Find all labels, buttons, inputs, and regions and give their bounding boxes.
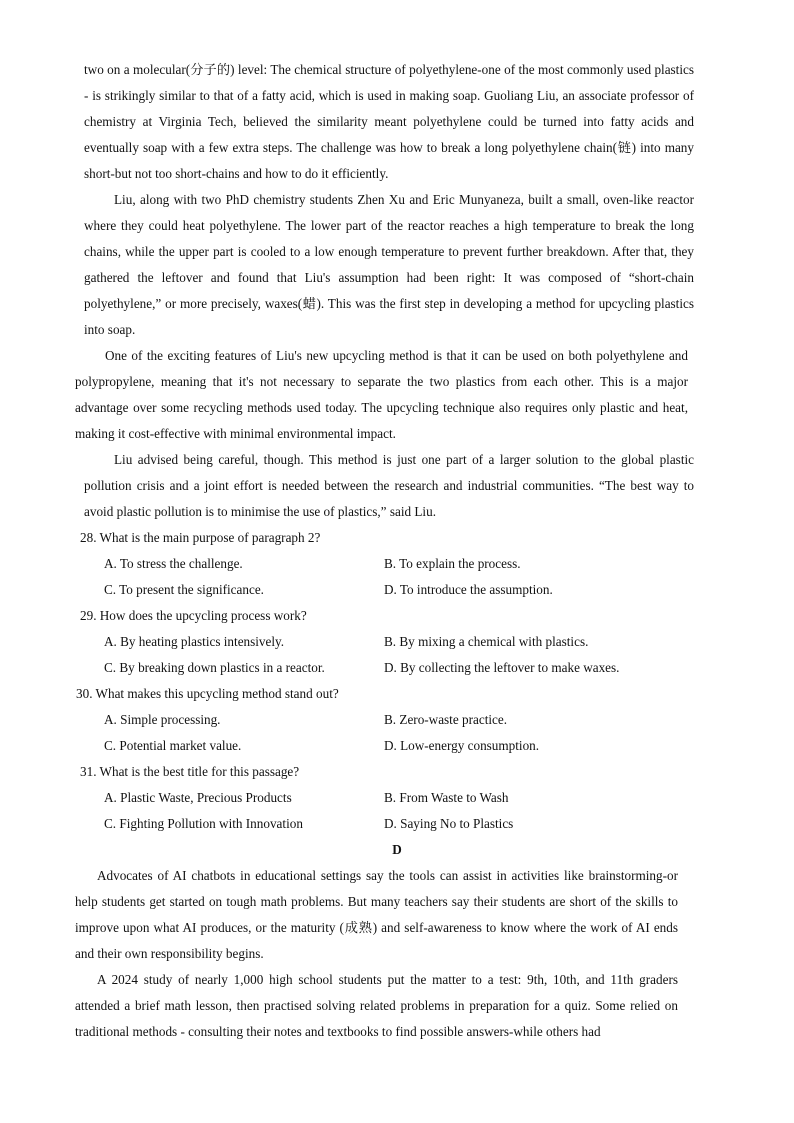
question-28-option-b[interactable]: B. To explain the process. bbox=[384, 556, 521, 571]
question-29-option-a[interactable]: A. By heating plastics intensively. bbox=[104, 634, 285, 649]
section-d-paragraph-2: A 2024 study of nearly 1,000 high school students put the matter to a test: 9th, 10th, and 11th graders attended a brief math lesson, then practised solving related problems in preparation for a quiz. Some relied on traditional methods - consulting their notes and textbooks to find possible answers-while others had bbox=[75, 972, 678, 1039]
question-28-stem: 28. What is the main purpose of paragraph 2? bbox=[80, 530, 321, 545]
passage-c-paragraph-2: Liu, along with two PhD chemistry students Zhen Xu and Eric Munyaneza, built a small, oven-like reactor where they could heat polyethylene. The lower part of the reactor reaches a high temperature to break the long chains, while the upper part is cooled to a low enough temperature to prevent further breakdown. After that, they gathered the leftover and found that Liu's assumption had been right: It was composed of “short-chain polyethylene,” or more precisely, waxes(蜡). This was the first step in developing a method for upcycling plastics into soap. bbox=[84, 192, 694, 337]
question-31-stem: 31. What is the best title for this passage? bbox=[80, 764, 300, 779]
question-28-option-c[interactable]: C. To present the significance. bbox=[104, 582, 264, 597]
question-30-option-c[interactable]: C. Potential market value. bbox=[104, 738, 242, 753]
question-29-stem: 29. How does the upcycling process work? bbox=[80, 608, 307, 623]
question-30-option-a[interactable]: A. Simple processing. bbox=[104, 712, 221, 727]
question-28-option-d[interactable]: D. To introduce the assumption. bbox=[384, 582, 553, 597]
question-30-stem: 30. What makes this upcycling method stand out? bbox=[76, 686, 339, 701]
question-28-option-a[interactable]: A. To stress the challenge. bbox=[104, 556, 243, 571]
question-31-option-d[interactable]: D. Saying No to Plastics bbox=[384, 816, 514, 831]
question-30-option-b[interactable]: B. Zero-waste practice. bbox=[384, 712, 508, 727]
question-29-option-c[interactable]: C. By breaking down plastics in a reactor. bbox=[104, 660, 325, 675]
passage-c-paragraph-1: two on a molecular(分子的) level: The chemical structure of polyethylene-one of the most commonly used plastics - is strikingly similar to that of a fatty acid, which is used in making soap. Guoliang Liu, an associate professor of chemistry at Virginia Tech, believed the similarity meant polyethylene could be turned into fatty acids and eventually soap with a few extra steps. The challenge was how to break a long polyethylene chain(链) into many short-but not too short-chains and how to do it efficiently. bbox=[84, 62, 694, 181]
question-31-option-a[interactable]: A. Plastic Waste, Precious Products bbox=[104, 790, 292, 805]
question-30-option-d[interactable]: D. Low-energy consumption. bbox=[384, 738, 540, 753]
question-29-option-b[interactable]: B. By mixing a chemical with plastics. bbox=[384, 634, 589, 649]
section-d-heading: D bbox=[392, 842, 402, 857]
question-31-option-c[interactable]: C. Fighting Pollution with Innovation bbox=[104, 816, 303, 831]
question-31-option-b[interactable]: B. From Waste to Wash bbox=[384, 790, 509, 805]
passage-c-paragraph-4: Liu advised being careful, though. This method is just one part of a larger solution to the global plastic pollution crisis and a joint effort is needed between the research and industrial communities. “The best way to avoid plastic pollution is to minimise the use of plastics,” said Liu. bbox=[84, 452, 694, 519]
section-d-paragraph-1: Advocates of AI chatbots in educational settings say the tools can assist in activities like brainstorming-or help students get started on tough math problems. But many teachers say their students are short of the skills to improve upon what AI produces, or the maturity (成熟) and self-awareness to know where the work of AI ends and their own responsibility begins. bbox=[75, 868, 678, 961]
question-29-option-d[interactable]: D. By collecting the leftover to make waxes. bbox=[384, 660, 620, 675]
passage-c-paragraph-3: One of the exciting features of Liu's new upcycling method is that it can be used on both polyethylene and polypropylene, meaning that it's not necessary to separate the two plastics from each other. This is a major advantage over some recycling methods used today. The upcycling technique also requires only plastic and heat, making it cost-effective with minimal environmental impact. bbox=[75, 348, 688, 441]
